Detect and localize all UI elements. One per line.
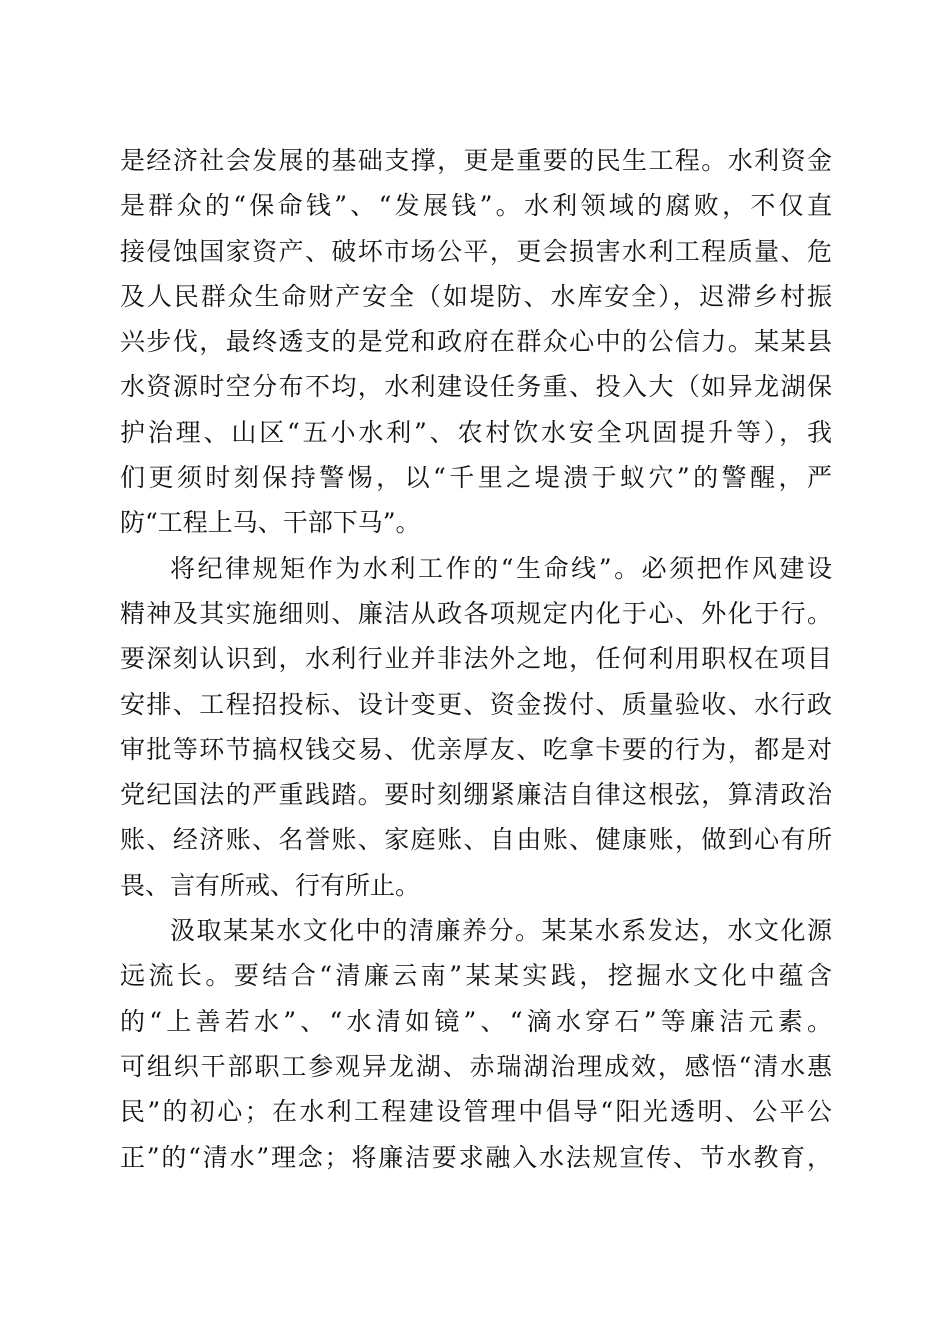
text-line: 们更须时刻保持警惕，以“千里之堤溃于蚁穴”的警醒，严 xyxy=(120,463,832,493)
text-line: 水资源时空分布不均，水利建设任务重、投入大（如异龙湖保 xyxy=(120,372,832,402)
paragraph-water-corruption-risk xyxy=(120,138,832,546)
text-line: 畏、言有所戒、行有所止。 xyxy=(120,870,421,900)
text-line: 汲取某某水文化中的清廉养分。某某水系发达，水文化源 xyxy=(170,916,832,946)
text-line: 接侵蚀国家资产、破坏市场公平，更会损害水利工程质量、危 xyxy=(120,236,832,266)
text-line: 防“工程上马、干部下马”。 xyxy=(120,508,421,538)
text-line: 正”的“清水”理念；将廉洁要求融入水法规宣传、节水教育， xyxy=(120,1142,832,1172)
paragraph-discipline-lifeline xyxy=(120,546,832,908)
text-line: 将纪律规矩作为水利工作的“生命线”。必须把作风建设 xyxy=(170,553,832,583)
text-line: 精神及其实施细则、廉洁从政各项规定内化于心、外化于行。 xyxy=(120,598,832,628)
text-line: 兴步伐，最终透支的是党和政府在群众心中的公信力。某某县 xyxy=(120,327,832,357)
text-line: 远流长。要结合“清廉云南”某某实践，挖掘水文化中蕴含 xyxy=(120,961,832,991)
text-line: 党纪国法的严重践踏。要时刻绷紧廉洁自律这根弦，算清政治 xyxy=(120,780,832,810)
text-line: 安排、工程招投标、设计变更、资金拨付、质量验收、水行政 xyxy=(120,689,832,719)
text-line: 账、经济账、名誉账、家庭账、自由账、健康账，做到心有所 xyxy=(120,825,832,855)
text-line: 审批等环节搞权钱交易、优亲厚友、吃拿卡要的行为，都是对 xyxy=(120,734,832,764)
text-line: 是经济社会发展的基础支撑，更是重要的民生工程。水利资金 xyxy=(120,146,832,175)
text-line: 的“上善若水”、“水清如镜”、“滴水穿石”等廉洁元素。 xyxy=(120,1006,832,1036)
paragraph-water-culture xyxy=(120,908,832,1180)
text-line: 及人民群众生命财产安全（如堤防、水库安全），迟滞乡村振 xyxy=(120,281,832,311)
text-line: 要深刻认识到，水利行业并非法外之地，任何利用职权在项目 xyxy=(120,644,832,674)
text-line: 护治理、山区“五小水利”、农村饮水安全巩固提升等），我 xyxy=(120,417,832,447)
text-line: 可组织干部职工参观异龙湖、赤瑞湖治理成效，感悟“清水惠 xyxy=(120,1051,832,1081)
text-line: 民”的初心；在水利工程建设管理中倡导“阳光透明、公平公 xyxy=(120,1097,832,1127)
document-body xyxy=(120,138,832,1180)
text-line: 是群众的“保命钱”、“发展钱”。水利领域的腐败，不仅直 xyxy=(120,191,832,221)
